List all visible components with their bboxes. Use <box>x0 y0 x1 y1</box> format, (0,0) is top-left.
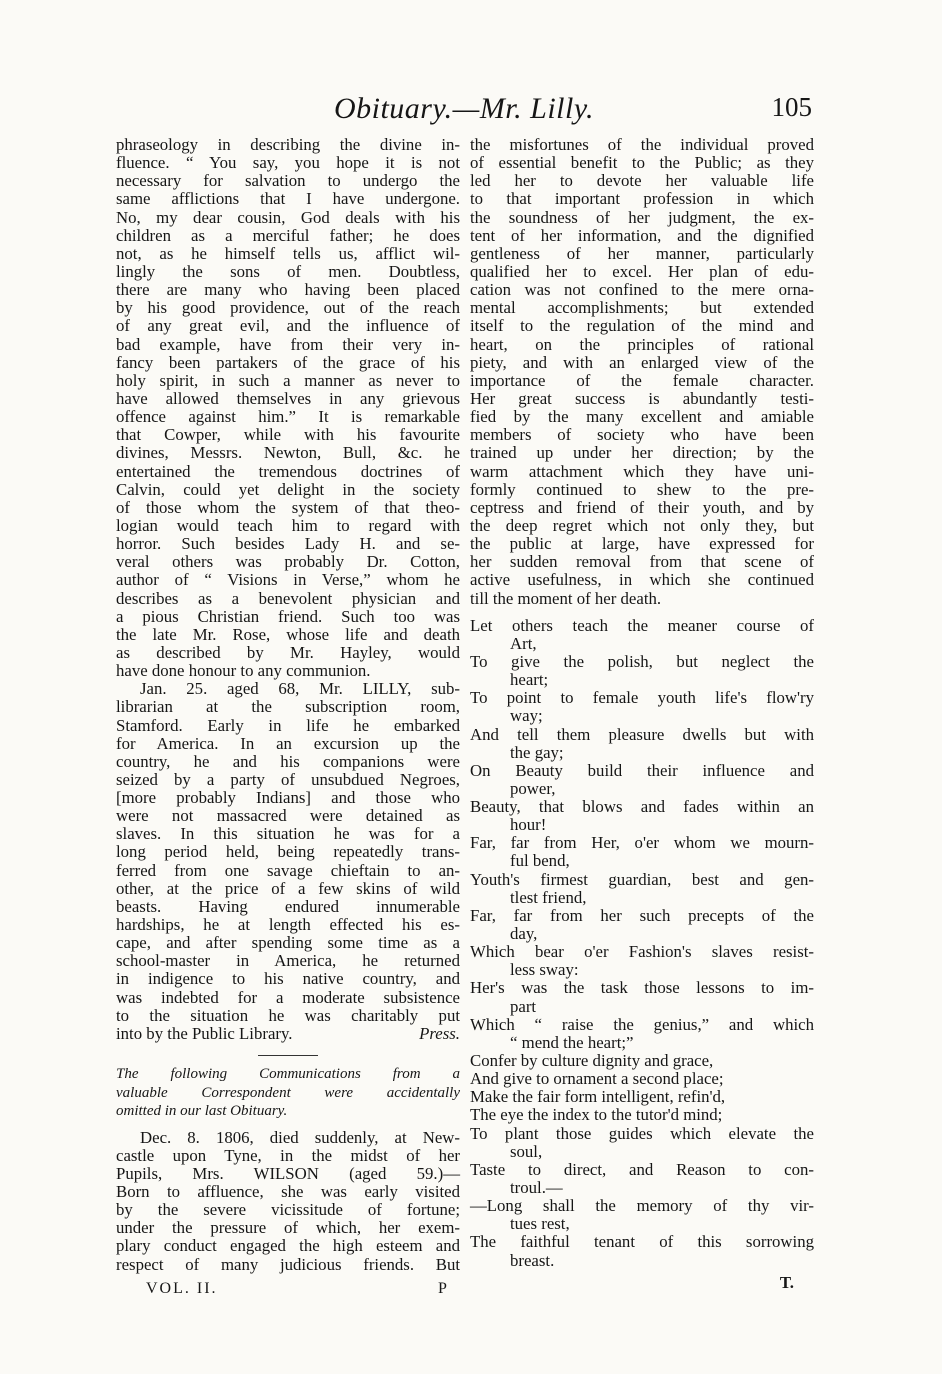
text-line: there are many who having been placed <box>116 280 460 300</box>
poem-line: “ mend the heart;” <box>510 1032 634 1052</box>
text-line: that Cowper, while with his favourite <box>116 425 460 445</box>
poem-verse <box>470 1197 814 1233</box>
note-line: omitted in our last Obituary. <box>116 1103 288 1120</box>
poem-line: Which “ raise the genius,” and which <box>470 1014 814 1034</box>
poem-line: soul, <box>510 1141 543 1161</box>
left-column <box>116 136 460 1274</box>
text-line: author of “ Visions in Verse,” whom he <box>116 570 460 590</box>
text-line: have done honour to any communion. <box>116 661 371 681</box>
poem-line: Confer by culture dignity and grace, <box>470 1051 714 1071</box>
text-line: formly continued to shew to the pre- <box>470 479 814 499</box>
text-line: No, my dear cousin, God deals with his <box>116 207 460 227</box>
text-line: fied by the many excellent and amiable <box>470 407 814 427</box>
text-line: Dec. 8. 1806, died suddenly, at New- <box>140 1127 460 1147</box>
text-line: Pupils, Mrs. WILSON (aged 59.)— <box>116 1163 460 1183</box>
source-signature: Press. <box>419 1023 460 1043</box>
text-line: respect of many judicious friends. But <box>116 1254 460 1274</box>
poem-line: Far, far from her such precepts of the <box>470 905 814 925</box>
text-line: by the severe vicissitude of fortune; <box>116 1200 460 1220</box>
text-line: mental accomplishments; but extended <box>470 298 814 318</box>
poem-verse <box>470 1106 814 1124</box>
text-line: were not massacred were detained as <box>116 806 460 826</box>
text-line: entertained the tremendous doctrines of <box>116 461 460 481</box>
poem-line: The eye the index to the tutor'd mind; <box>470 1105 723 1125</box>
text-line: the public at large, have expressed for <box>470 534 814 554</box>
poem-verse <box>470 689 814 725</box>
poem-line: ful bend, <box>510 851 570 871</box>
text-line: cation was not confined to the mere orna- <box>470 280 814 300</box>
text-line: members of society who have been <box>470 425 814 445</box>
text-line: long period held, being repeatedly trans- <box>116 842 460 862</box>
right-column <box>470 136 814 1292</box>
text-line: Jan. 25. aged 68, Mr. LILLY, sub- <box>140 679 460 699</box>
running-title: Obituary.—Mr. Lilly. <box>333 92 595 125</box>
text-line: importance of the female character. <box>470 370 814 390</box>
poem-line: Far, far from Her, o'er whom we mourn- <box>470 833 814 853</box>
text-line: bad example, have from their very in- <box>116 334 460 354</box>
text-line: not, as he himself tells us, afflict wil- <box>116 243 460 263</box>
text-line: gentleness of her manner, particularly <box>470 243 814 263</box>
poem-line: hour! <box>510 815 547 835</box>
poem-line: Make the fair form intelligent, refin'd, <box>470 1087 726 1107</box>
page-header <box>116 92 812 126</box>
poem-line: tues rest, <box>510 1214 570 1234</box>
text-line: slaves. In this situation he was for a <box>116 824 460 844</box>
text-line: in indigence to his native country, and <box>116 969 460 989</box>
text-line: of essential benefit to the Public; as they <box>470 153 814 173</box>
text-line <box>116 1025 460 1043</box>
note-line: The following Communications from a <box>116 1066 460 1083</box>
text-line: children as a merciful father; he does <box>116 225 460 245</box>
text-line: other, at the price of a few skins of wild <box>116 878 460 898</box>
text-line: the soundness of her judgment, the ex- <box>470 207 814 227</box>
text-line: tent of her information, and the dignified <box>470 225 814 245</box>
text-line: veral others was probably Dr. Cotton, <box>116 552 460 572</box>
paragraph-lilly <box>116 680 460 1043</box>
text-line: itself to the regulation of the mind and <box>470 316 814 336</box>
page-number: 105 <box>771 92 812 122</box>
text-line: school-master in America, he returned <box>116 951 460 971</box>
memorial-poem <box>470 617 814 1270</box>
text-line: the misfortunes of the individual proved <box>470 135 814 154</box>
poem-line: heart; <box>510 670 549 690</box>
text-line: librarian at the subscription room, <box>116 697 460 717</box>
volume-marker: VOL. II. <box>146 1280 218 1297</box>
text-line: country, he and his companions were <box>116 751 460 771</box>
poem-line: power, <box>510 778 556 798</box>
text-line: qualified her to excel. Her plan of edu- <box>470 261 814 281</box>
text-line: was indebted for a moderate subsistence <box>116 987 460 1007</box>
poem-verse <box>470 1125 814 1161</box>
text-line: of those whom the system of that theo- <box>116 497 460 517</box>
poem-line: On Beauty build their influence and <box>470 760 814 780</box>
poem-verse <box>470 1070 814 1088</box>
text-line: beasts. Having endured innumerable <box>116 896 460 916</box>
poem-verse <box>470 653 814 689</box>
poem-line: less sway: <box>510 960 579 980</box>
poem-verse <box>470 834 814 870</box>
poem-line: Youth's firmest guardian, best and gen- <box>470 869 814 889</box>
poem-line: Beauty, that blows and fades within an <box>470 797 814 817</box>
text-line: lingly the sons of men. Doubtless, <box>116 261 460 281</box>
text-line: to the situation he was charitably put <box>116 1005 460 1025</box>
text-line: castle upon Tyne, in the midst of her <box>116 1145 460 1165</box>
text-line: till the moment of her death. <box>470 588 662 608</box>
poem-line: the gay; <box>510 742 564 762</box>
text-line: piety, and with an enlarged view of the <box>470 352 814 372</box>
text-line: cape, and after spending some time as a <box>116 933 460 953</box>
text-line: ferred from one savage chieftain to an- <box>116 860 460 880</box>
poem-line: Taste to direct, and Reason to con- <box>470 1159 814 1179</box>
text-line: Calvin, could yet delight in the society <box>116 479 460 499</box>
text-line: same afflictions that I have undergone. <box>116 189 460 209</box>
section-divider <box>258 1055 318 1056</box>
signature-mark: P <box>438 1280 447 1297</box>
poem-line: way; <box>510 706 543 726</box>
poem-verse <box>470 1088 814 1106</box>
text-line: a pious Christian friend. Such too was <box>116 606 460 626</box>
text-line: offence against him.” It is remarkable <box>116 407 460 427</box>
text-line: of any great evil, and the influence of <box>116 316 460 336</box>
poem-verse <box>470 762 814 798</box>
text-line: necessary for salvation to undergo the <box>116 171 460 191</box>
paragraph-wilson-continued <box>470 136 814 608</box>
poem-line: breast. <box>510 1250 555 1270</box>
text-line: the deep regret which not only they, but <box>470 515 814 535</box>
poem-line: To plant those guides which elevate the <box>470 1123 814 1143</box>
poem-verse <box>470 798 814 834</box>
note-line: valuable Correspondent were accidentally <box>116 1084 460 1101</box>
poem-verse <box>470 979 814 1015</box>
text-line: holy spirit, in such a manner as never to <box>116 370 460 390</box>
poem-verse <box>470 871 814 907</box>
poem-verse <box>470 943 814 979</box>
text-line: her sudden removal from that scene of <box>470 552 814 572</box>
text-line: active usefulness, in which she continued <box>470 570 814 590</box>
text-line: trained up under her direction; by the <box>470 443 814 463</box>
paragraph-cowper <box>116 136 460 680</box>
poem-line: —Long shall the memory of thy vir- <box>470 1196 814 1216</box>
text-line: under the pressure of which, her exem- <box>116 1218 460 1238</box>
poem-line: And give to ornament a second place; <box>470 1069 724 1089</box>
poem-line: And tell them pleasure dwells but with <box>470 724 814 744</box>
poem-line: part <box>510 996 537 1016</box>
text-line: seized by a party of unsubdued Negroes, <box>116 769 460 789</box>
poem-line: Let others teach the meaner course of <box>470 615 814 635</box>
poem-verse <box>470 1233 814 1269</box>
poem-line: troul.— <box>510 1178 563 1198</box>
poem-line: tlest friend, <box>510 887 587 907</box>
poem-line: Which bear o'er Fashion's slaves resist- <box>470 942 814 962</box>
text-line: describes as a benevolent physician and <box>116 588 460 608</box>
editor-note <box>116 1065 460 1121</box>
text-line: as described by Mr. Hayley, would <box>116 642 460 662</box>
text-line: the late Mr. Rose, whose life and death <box>116 624 460 644</box>
text-line: by his good providence, out of the reach <box>116 298 460 318</box>
text-line: fancy been partakers of the grace of his <box>116 352 460 372</box>
poem-verse <box>470 1016 814 1052</box>
poem-verse <box>470 726 814 762</box>
text-line: plary conduct engaged the high esteem and <box>116 1236 460 1256</box>
text-line: warm attachment which they have uni- <box>470 461 814 481</box>
text-line: hardships, he at length effected his es- <box>116 915 460 935</box>
poem-line: To point to female youth life's flow'ry <box>470 688 814 708</box>
text-line: ceptress and friend of their youth, and by <box>470 497 814 517</box>
paragraph-wilson <box>116 1129 460 1274</box>
poem-verse <box>470 1161 814 1197</box>
poem-line: The faithful tenant of this sorrowing <box>470 1232 814 1252</box>
text-line: fluence. “ You say, you hope it is not <box>116 153 460 173</box>
text-line: to that important profession in which <box>470 189 814 209</box>
poem-verse <box>470 1052 814 1070</box>
poem-line: To give the polish, but neglect the <box>470 651 814 671</box>
poem-signoff: T. <box>779 1272 794 1292</box>
text-line: have allowed themselves in any grievous <box>116 388 460 408</box>
text-line: into by the Public Library. <box>116 1023 293 1043</box>
text-line: Stamford. Early in life he embarked <box>116 715 460 735</box>
poem-line: day, <box>510 924 538 944</box>
text-line: [more probably Indians] and those who <box>116 788 460 808</box>
poem-verse <box>470 617 814 653</box>
text-line: logian would teach him to regard with <box>116 515 460 535</box>
text-line: heart, on the principles of rational <box>470 334 814 354</box>
text-line: divines, Messrs. Newton, Bull, &c. he <box>116 443 460 463</box>
text-line: led her to devote her valuable life <box>470 171 814 191</box>
poem-verse <box>470 907 814 943</box>
text-line: for America. In an excursion up the <box>116 733 460 753</box>
poem-line: Art, <box>510 633 537 653</box>
page-footer <box>116 1280 812 1300</box>
poem-line: Her's was the task those lessons to im- <box>470 978 814 998</box>
text-line: Born to affluence, she was early visited <box>116 1181 460 1201</box>
text-line: phraseology in describing the divine in- <box>116 135 460 154</box>
text-line: horror. Such besides Lady H. and se- <box>116 534 460 554</box>
text-line: Her great success is abundantly testi- <box>470 388 814 408</box>
